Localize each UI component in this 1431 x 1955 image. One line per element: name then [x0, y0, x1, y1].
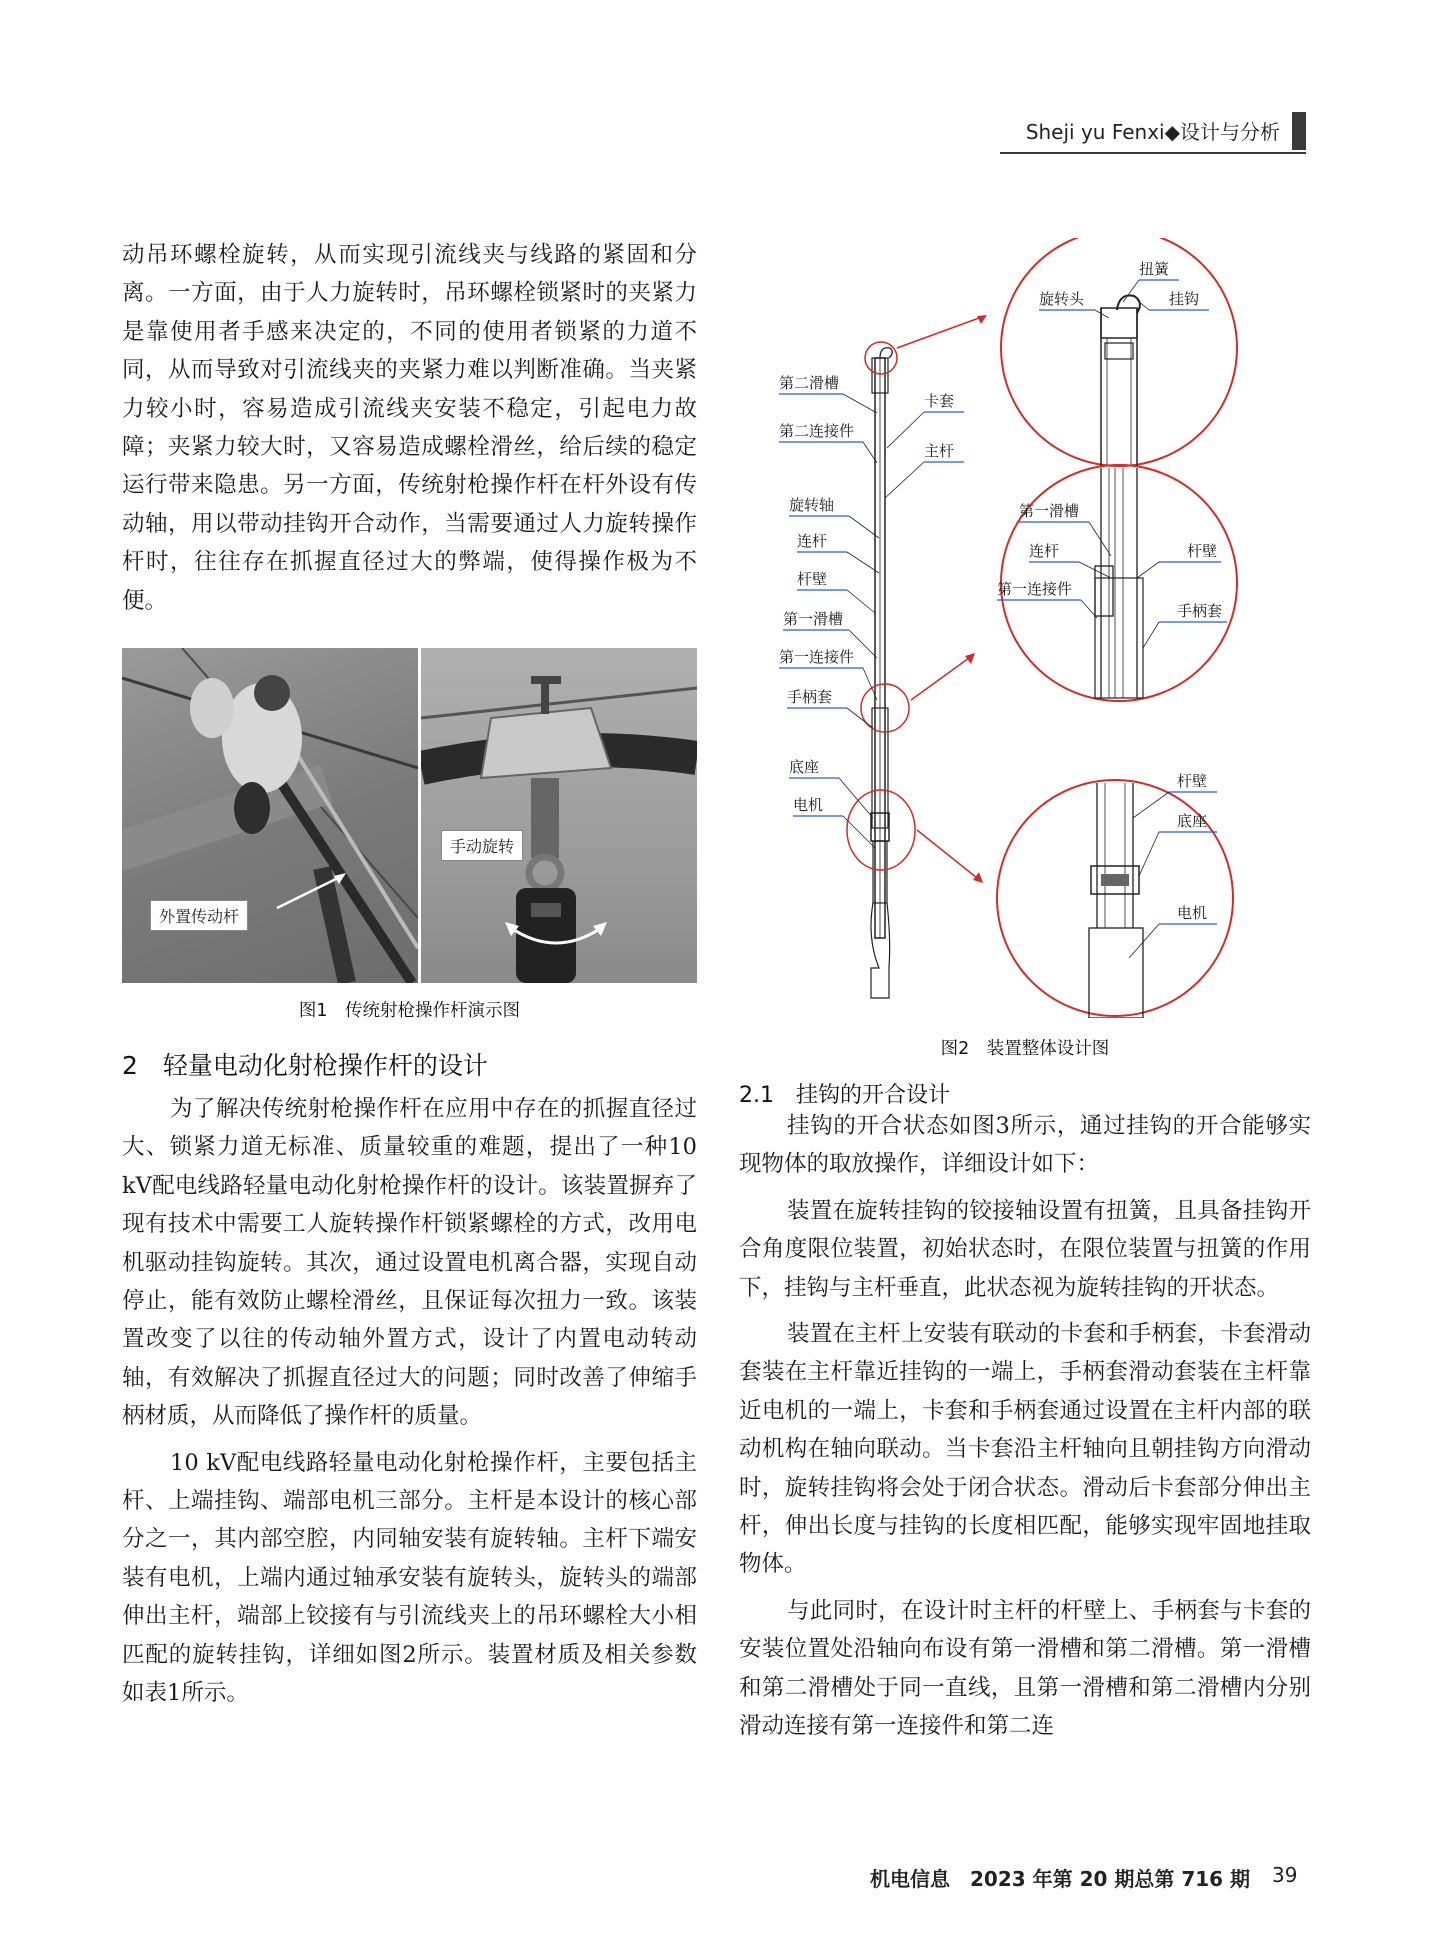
figure-2-diagram [739, 238, 1311, 1018]
label-rotating-head: 旋转头 [1039, 290, 1085, 308]
figure-2-caption: 图2 装置整体设计图 [940, 1039, 1110, 1059]
label-sleeve: 卡套 [924, 392, 955, 410]
photo-traditional-rod [122, 648, 418, 983]
header-bar [1292, 112, 1306, 150]
label-first-connector-detail: 第一连接件 [997, 580, 1073, 598]
label-outer-rod: 外置传动杆 [150, 900, 248, 931]
label-torsion-spring: 扭簧 [1139, 260, 1170, 278]
footer-journal: 机电信息 2023 年第 20 期总第 716 期 [870, 1867, 1251, 1891]
detail-middle-drawing [1095, 468, 1143, 698]
subsection-2-1-title: 2.1 挂钩的开合设计 [739, 1083, 950, 1108]
label-main-rod: 主杆 [924, 442, 955, 460]
running-header [0, 112, 1310, 152]
paragraph: 装置在主杆上安装有联动的卡套和手柄套，卡套滑动套装在主杆靠近挂钩的一端上，手柄套滑动套装在主杆靠近电机的一端上，卡套和手柄套通过设置在主杆内部的联动机构在轴向联动。当卡套沿主杆轴向且朝挂钩方向滑动时，旋转挂钩将会处于闭合状态。滑动后卡套部分伸出主杆，伸出长度与挂钩的长度相匹配，能够实现牢固地挂取物体。 [739, 1321, 1311, 1578]
header-rule [1000, 152, 1306, 154]
label-rod-wall: 杆壁 [797, 570, 828, 588]
paragraph: 10 kV配电线路轻量电动化射枪操作杆，主要包括主杆、上端挂钩、端部电机三部分。主杆是本设计的核心部分之一，其内部空腔，内同轴安装有旋转轴。主杆下端安装有电机，上端内通过轴承安装有旋转头，旋转头的端部伸出主杆，端部上铰接有与引流线夹上的吊环螺栓大小相匹配的旋转挂钩，详细如图2所示。装置材质及相关参数如表1所示。 [122, 1449, 697, 1707]
paragraph: 与此同时，在设计时主杆的杆壁上、手柄套与卡套的安装位置处沿轴向布设有第一滑槽和第二滑槽。第一滑槽和第二滑槽处于同一直线，且第一滑槽和第二滑槽内分别滑动连接有第一连接件和第二连 [739, 1597, 1311, 1740]
arrow-icon [272, 868, 352, 918]
detail-view-rotating-head [1001, 238, 1237, 466]
running-head-text: Sheji yu Fenxi◆设计与分析 [1025, 120, 1280, 144]
rotate-arrow-icon [501, 908, 611, 958]
paragraph: 动吊环螺栓旋转，从而实现引流线夹与线路的紧固和分离。一方面，由于人力旋转时，吊环螺栓锁紧时的夹紧力是靠使用者手感来决定的，不同的使用者锁紧的力道不同，从而导致对引流线夹的夹紧力难以判断准确。当夹紧力较小时，容易造成引流线夹安装不稳定，引起电力故障；夹紧力较大时，又容易造成螺栓滑丝，给后续的稳定运行带来隐患。另一方面，传统射枪操作杆在杆外设有传动轴，用以带动挂钩开合动作，当需要通过人力旋转操作杆时，往往存在抓握直径过大的弊端，使得操作极为不便。 [122, 242, 697, 614]
label-first-connector: 第一连接件 [779, 648, 855, 666]
photo-manual-rotation [421, 648, 697, 983]
section-2-title: 2 轻量电动化射枪操作杆的设计 [122, 1051, 488, 1080]
label-base-detail: 底座 [1177, 812, 1208, 830]
label-first-slot: 第一滑槽 [783, 610, 844, 628]
paragraph: 为了解决传统射枪操作杆在应用中存在的抓握直径过大、锁紧力道无标准、质量较重的难题，提出了一种10 kV配电线路轻量电动化射枪操作杆的设计。该装置摒弃了现有技术中需要工人旋转操作杆锁紧螺栓的方式，改用电机驱动挂钩旋转。其次，通过设置电机离合器，实现自动停止，能有效防止螺栓滑丝，且保证每次扭力一致。该装置改变了以往的传动轴外置方式，设计了内置电动转动轴，有效解决了抓握直径过大的问题；同时改善了伸缩手柄材质，从而降低了操作杆的质量。 [122, 1096, 697, 1430]
label-handle-sleeve-detail: 手柄套 [1177, 602, 1223, 620]
label-first-slot-detail: 第一滑槽 [1019, 502, 1080, 520]
figure-1 [122, 648, 697, 983]
photo-traditional-rod-illustration [122, 648, 418, 983]
label-second-connector: 第二连接件 [779, 422, 855, 440]
label-handle-sleeve: 手柄套 [787, 688, 833, 706]
label-motor-detail: 电机 [1177, 904, 1208, 922]
detail-bottom-drawing [1089, 783, 1143, 1018]
label-motor: 电机 [793, 796, 824, 814]
label-connecting-rod: 连杆 [797, 532, 828, 550]
label-rod-wall-bottom: 杆壁 [1177, 772, 1208, 790]
paragraph: 装置在旋转挂钩的铰接轴设置有扭簧，且具备挂钩开合角度限位装置，初始状态时，在限位装置与扭簧的作用下，挂钩与主杆垂直，此状态视为旋转挂钩的开状态。 [739, 1197, 1311, 1301]
left-column-bottom [122, 1090, 697, 1713]
page-number: 39 [1272, 1863, 1298, 1887]
label-connecting-rod-detail: 连杆 [1029, 542, 1060, 560]
label-rod-wall-detail: 杆壁 [1187, 542, 1218, 560]
label-base: 底座 [789, 758, 820, 776]
label-second-slot: 第二滑槽 [779, 374, 840, 392]
right-column-text [739, 1107, 1311, 1746]
paragraph: 挂钩的开合状态如图3所示，通过挂钩的开合能够实现物体的取放操作，详细设计如下： [739, 1113, 1311, 1178]
figure-1-caption: 图1 传统射枪操作杆演示图 [298, 1001, 521, 1021]
detail-head-drawing [1101, 296, 1140, 466]
label-rotating-shaft: 旋转轴 [789, 496, 835, 514]
main-rod-drawing [871, 348, 892, 998]
label-hook: 挂钩 [1169, 290, 1200, 308]
left-column-top [122, 236, 697, 620]
label-manual-rotate: 手动旋转 [441, 830, 523, 861]
